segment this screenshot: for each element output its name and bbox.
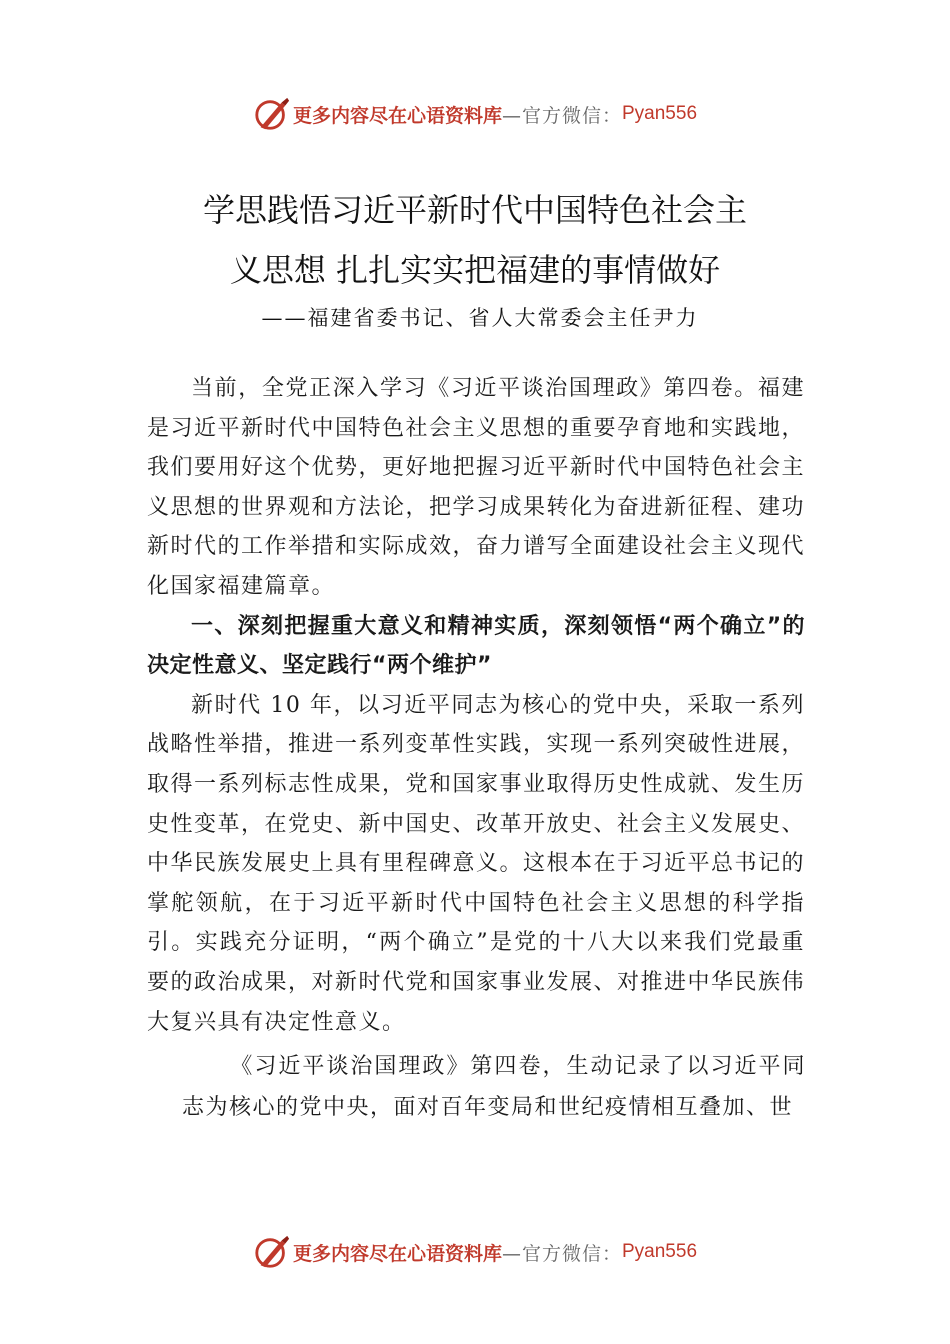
header-banner [0, 92, 950, 136]
doc-title-line1: 学思践悟习近平新时代中国特色社会主 [202, 191, 747, 229]
pen-circle-logo-icon [253, 1233, 291, 1271]
doc-subtitle: ——福建省委书记、省人大常委会主任尹力 [261, 306, 699, 330]
doc-title-line2: 义思想 扎扎实实把福建的事情做好 [229, 251, 721, 289]
paragraph-2: 新时代 10 年，以习近平同志为核心的党中央，采取一系列战略性举措，推进一系列变革性实践，实现一系列突破性进展，取得一系列标志性成果，党和国家事业取得历史性成就、发生历史性变革，在党史、新中国史、改革开放史、社会主义发展史、中华民族发展史上具有里程碑意义。这根本在于习近平总书记的掌舵领航，在于习近平新时代中国特色社会主义思想的科学指引。实践充分证明，“两个确立”是党的十八大以来我们党最重要的政治成果，对新时代党和国家事业发展、对推进中华民族伟大复兴具有决定性意义。 [147, 692, 806, 1035]
banner-content-bottom [253, 1233, 697, 1271]
banner-wechat-id-bottom: Pyan556 [622, 1241, 698, 1262]
banner-content [253, 95, 697, 133]
banner-wechat-id: Pyan556 [622, 103, 698, 124]
banner-separator: —官方微信： [501, 104, 622, 127]
doc-body [147, 369, 805, 1042]
banner-brand-bottom: 更多内容尽在心语资料库 [292, 1242, 502, 1265]
footer-banner [0, 1230, 950, 1274]
section-heading-1: 一、深刻把握重大意义和精神实质，深刻领悟“两个确立”的决定性意义、坚定践行“两个维护” [147, 613, 805, 679]
paragraph-intro: 当前，全党正深入学习《习近平谈治国理政》第四卷。福建是习近平新时代中国特色社会主义思想的重要孕育地和实践地，我们要用好这个优势，更好地把握习近平新时代中国特色社会主义思想的世界观和方法论，把学习成果转化为奋进新征程、建功新时代的工作举措和实际成效，奋力谱写全面建设社会主义现代化国家福建篇章。 [147, 376, 806, 599]
banner-separator-bottom: —官方微信： [501, 1242, 622, 1265]
paragraph-3: 《习近平谈治国理政》第四卷，生动记录了以习近平同志为核心的党中央，面对百年变局和世纪疫情相互叠加、世 [182, 1054, 806, 1120]
banner-brand: 更多内容尽在心语资料库 [292, 104, 502, 127]
pen-circle-logo-icon [253, 95, 291, 133]
